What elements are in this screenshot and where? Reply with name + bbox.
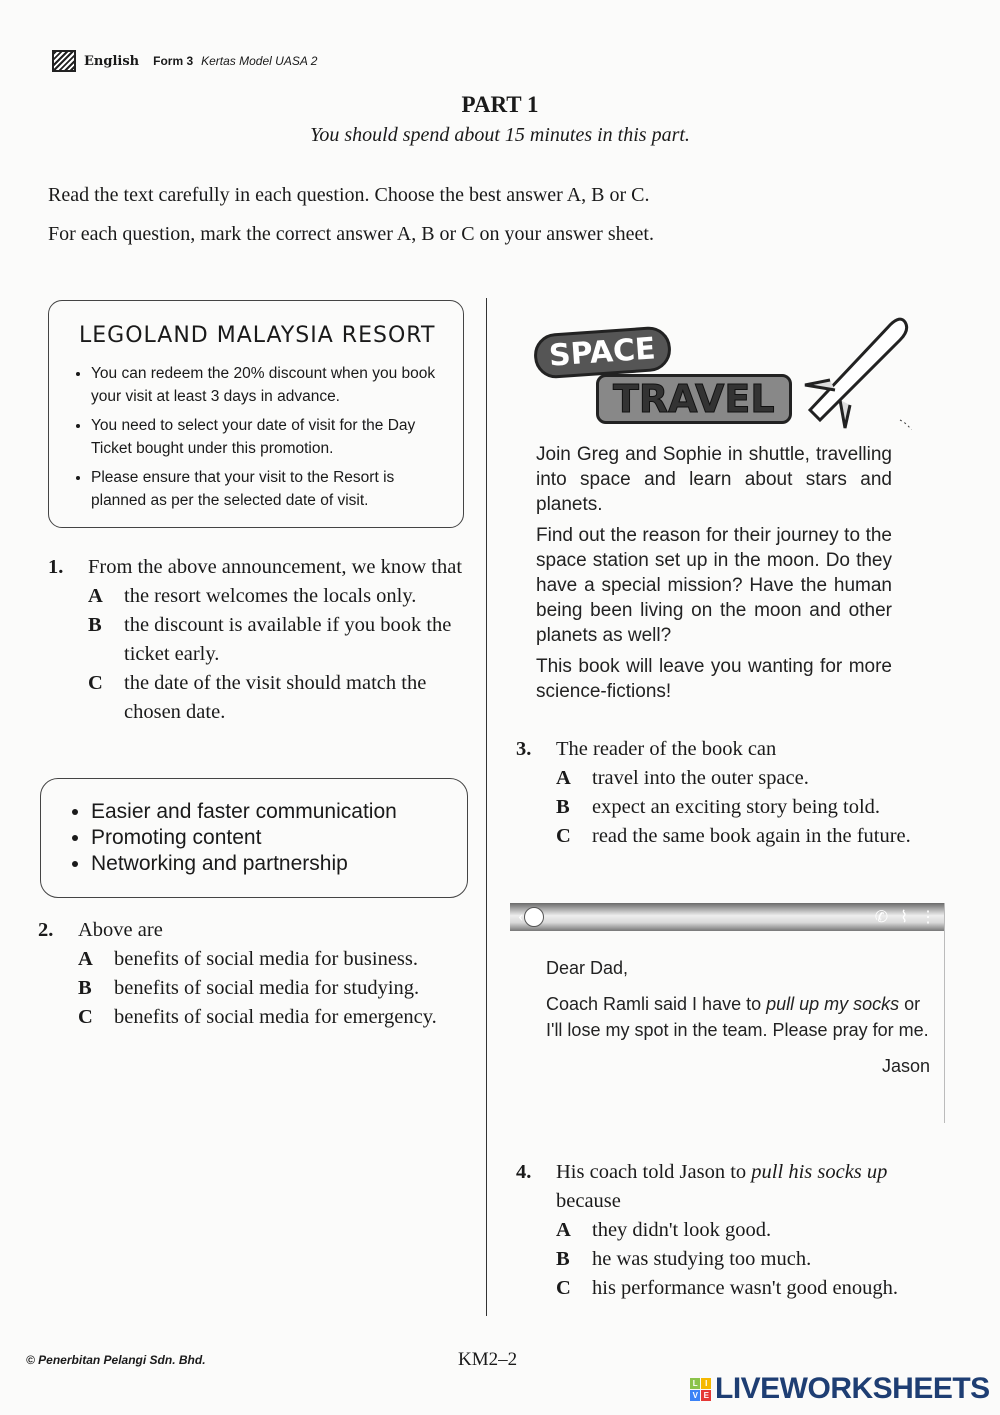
question-number: 3. — [516, 738, 532, 760]
page-number: KM2–2 — [458, 1349, 518, 1370]
space-travel-ad — [510, 300, 940, 720]
question-stem: His coach told Jason to pull his socks up because — [556, 1161, 888, 1212]
question-2 — [38, 916, 468, 1032]
message-signature: Jason — [881, 1056, 930, 1076]
option-a[interactable]: A travel into the outer space. — [556, 767, 809, 789]
message-body: Coach Ramli said I have to pull up my socks or I'll lose my spot in the team. Please pray for me. — [546, 994, 929, 1040]
legoland-point: • You can redeem the 20% discount when you book your visit at least 3 days in advance. — [91, 362, 449, 408]
option-b[interactable]: B the discount is available if you book the ticket early. — [88, 614, 452, 665]
space-shuttle-icon — [800, 310, 920, 430]
legoland-title: LEGOLAND MALAYSIA RESORT — [79, 323, 436, 348]
page-header — [52, 50, 317, 72]
option-a[interactable]: A they didn't look good. — [556, 1219, 772, 1241]
instruction-2: For each question, mark the correct answer A, B or C on your answer sheet. — [48, 223, 654, 245]
form-level: Form 3 — [153, 54, 194, 68]
subject: English — [84, 53, 140, 69]
chat-bar — [510, 903, 944, 931]
option-b[interactable]: B benefits of social media for studying. — [78, 977, 420, 999]
social-media-box — [40, 778, 468, 898]
legoland-point: • You need to select your date of visit for the Day Ticket bought under this promotion. — [91, 414, 449, 460]
ad-paragraph: This book will leave you wanting for more science-fictions! — [536, 656, 892, 702]
ad-paragraph: Find out the reason for their journey to the space station set up in the moon. Do they have a special mission? Have the human being been living on the moon and other planets as well? — [536, 525, 892, 646]
question-stem: From the above announcement, we know that — [88, 556, 463, 578]
option-c[interactable]: C read the same book again in the future. — [556, 825, 911, 847]
ad-paragraph: Join Greg and Sophie in shuttle, travelling into space and learn about stars and planets. — [536, 444, 892, 515]
liveworksheets-logo-icon: L I V E — [690, 1378, 711, 1401]
question-stem: The reader of the book can — [556, 738, 777, 760]
more-options-icon[interactable]: ⋮ — [920, 909, 936, 926]
question-number: 1. — [48, 556, 64, 578]
question-3 — [516, 735, 944, 851]
book-title: Kertas Model UASA 2 — [201, 54, 318, 68]
travel-logo: TRAVEL — [596, 374, 792, 424]
legoland-announcement — [48, 300, 464, 528]
part-title: PART 1 — [461, 92, 539, 117]
option-b[interactable]: B he was studying too much. — [556, 1248, 812, 1270]
space-logo: SPACE — [533, 325, 672, 379]
option-c[interactable]: C benefits of social media for emergency. — [78, 1006, 437, 1028]
message-greeting: Dear Dad, — [546, 958, 629, 978]
social-point: • Easier and faster communication — [91, 799, 467, 825]
column-divider — [486, 298, 487, 1316]
message-window — [510, 903, 945, 1123]
publisher-logo-icon — [52, 50, 76, 72]
option-a[interactable]: A the resort welcomes the locals only. — [88, 585, 417, 607]
option-b[interactable]: B expect an exciting story being told. — [556, 796, 881, 818]
question-number: 4. — [516, 1161, 532, 1183]
time-note: You should spend about 15 minutes in this part. — [310, 124, 690, 146]
social-point: • Networking and partnership — [91, 851, 467, 877]
question-stem: Above are — [78, 919, 163, 941]
liveworksheets-watermark: L I V E LIVEWORKSHEETS — [690, 1372, 990, 1406]
attachment-icon[interactable]: ⌇ — [900, 909, 908, 926]
question-1 — [48, 553, 473, 727]
option-c[interactable]: C the date of the visit should match the chosen date. — [88, 672, 427, 723]
social-point: • Promoting content — [91, 825, 467, 851]
phone-icon[interactable]: ✆ — [874, 909, 889, 926]
legoland-point: • Please ensure that your visit to the Resort is planned as per the selected date of visit. — [91, 466, 449, 512]
option-a[interactable]: A benefits of social media for business. — [78, 948, 419, 970]
back-icon[interactable]: ‹ — [518, 908, 524, 925]
option-c[interactable]: C his performance wasn't good enough. — [556, 1277, 898, 1299]
publisher-credit: © Penerbitan Pelangi Sdn. Bhd. — [26, 1353, 206, 1367]
question-4 — [516, 1158, 948, 1303]
question-number: 2. — [38, 919, 54, 941]
instruction-1: Read the text carefully in each question. Choose the best answer A, B or C. — [48, 184, 650, 206]
avatar-icon — [524, 907, 544, 927]
